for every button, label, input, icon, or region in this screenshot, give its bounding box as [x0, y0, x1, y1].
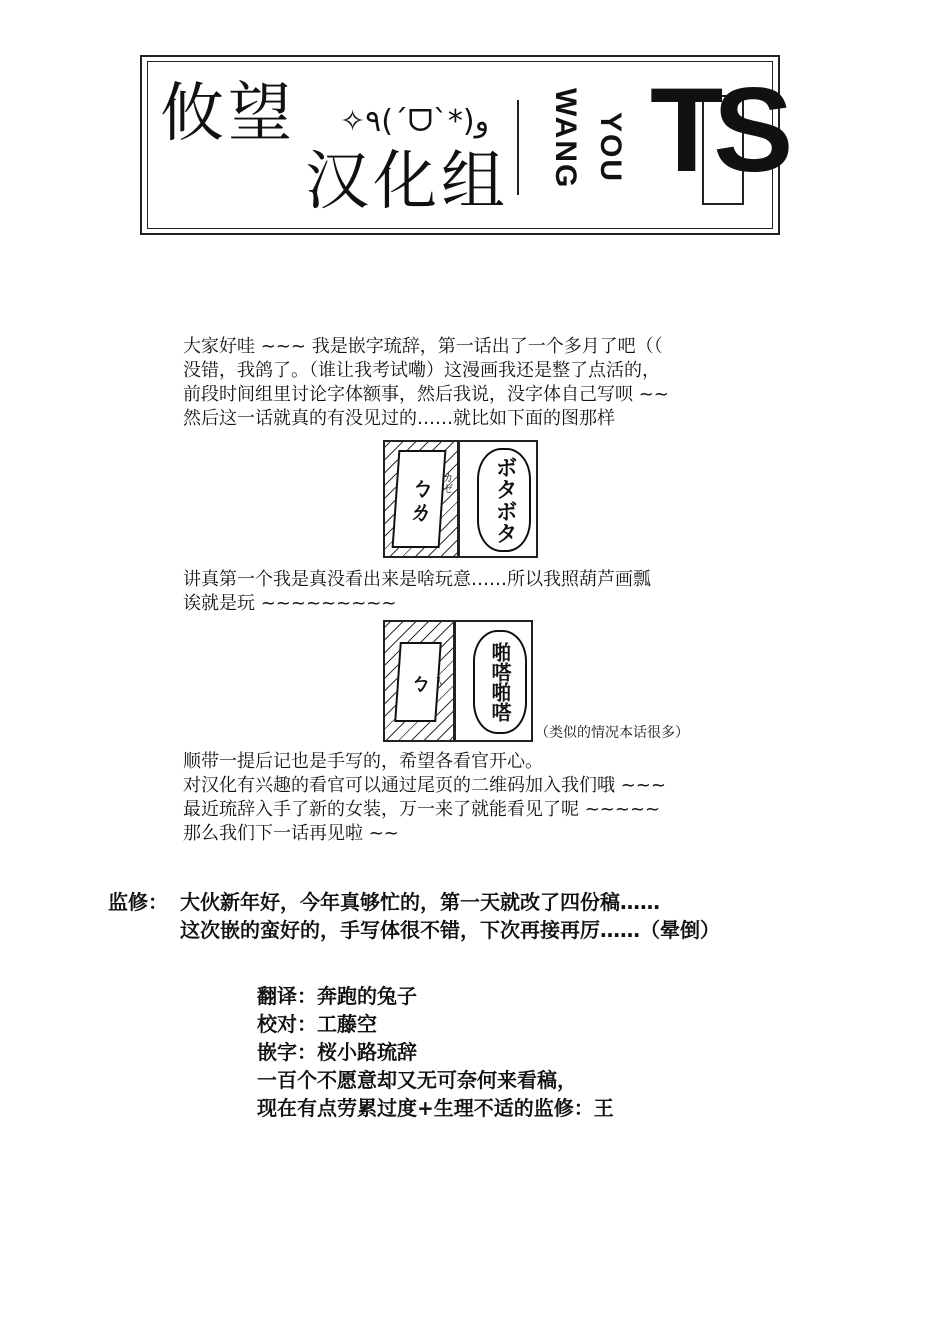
speech-bubble — [473, 630, 527, 734]
sfx-text: ㄅ — [405, 671, 432, 693]
sfx-text: ㄅㄌ — [403, 475, 435, 523]
outro-line: 最近琉辞入手了新的女装，万一来了就能看见了呢 ~~~~~ — [183, 799, 661, 820]
credit-proofreader: 校对：工藤空 — [257, 1012, 377, 1036]
supervisor-line: 这次嵌的蛮好的，手写体很不错，下次再接再厉……（晕倒） — [180, 918, 720, 942]
credit-supervisor: 现在有点劳累过度+生理不适的监修：王 — [257, 1096, 614, 1120]
panel-note: （类似的情况本话很多） — [535, 725, 689, 741]
intro-line: 然后这一话就真的有没见过的……就比如下面的图那样 — [183, 408, 615, 429]
sfx-box — [392, 450, 447, 548]
logo-wang: WANG — [549, 88, 582, 190]
speech-bubble — [477, 448, 531, 552]
supervisor-line: 大伙新年好，今年真够忙的，第一天就改了四份稿…… — [180, 890, 660, 914]
panel-gutter — [457, 442, 460, 558]
logo-emoticon: ✧٩(ˊᗜˋ*)و — [340, 104, 490, 139]
intro-block — [183, 335, 669, 431]
logo-title-line1: 攸望 — [160, 77, 296, 151]
middle-line: 诶就是玩 ~~~~~~~~~ — [183, 593, 397, 614]
logo-divider — [517, 100, 519, 195]
sfx-small-text: カゼ — [441, 472, 454, 494]
manga-panel-1 — [383, 440, 538, 558]
manga-panel-2 — [383, 620, 533, 742]
intro-line: 前段时间组里讨论字体额事，然后我说，没字体自己写呗 ~~ — [183, 384, 669, 405]
sfx-small-text: ㄟ — [433, 674, 444, 687]
outro-block — [183, 750, 666, 846]
bubble-text: ボタボタ — [492, 456, 518, 544]
middle-line: 讲真第一个我是真没看出来是啥玩意……所以我照葫芦画瓢 — [183, 569, 651, 590]
intro-line: 没错，我鸽了。（谁让我考试嘞）这漫画我还是整了点活的， — [183, 360, 660, 381]
credit-remark: 一百个不愿意却又无可奈何来看稿， — [257, 1068, 577, 1092]
panel-gutter — [453, 622, 456, 742]
outro-line: 顺带一提后记也是手写的，希望各看官开心。 — [183, 751, 543, 772]
credit-typesetter: 嵌字：桜小路琉辞 — [257, 1040, 417, 1064]
logo-ts: TS — [650, 63, 784, 197]
credits-block — [257, 982, 614, 1122]
outro-line: 对汉化有兴趣的看官可以通过尾页的二维码加入我们哦 ~~~ — [183, 775, 666, 796]
middle-block — [183, 568, 651, 616]
outro-line: 那么我们下一话再见啦 ~~ — [183, 823, 399, 844]
intro-line: 大家好哇 ~~~ 我是嵌字琉辞，第一话出了一个多月了吧（（ — [183, 336, 663, 357]
logo-you: YOU — [594, 112, 627, 184]
bubble-text: 啪嗒啪嗒 — [488, 642, 512, 722]
logo-title-line2: 汉化组 — [305, 145, 509, 219]
credit-translator: 翻译：奔跑的兔子 — [257, 984, 417, 1008]
supervisor-label: 监修： — [108, 890, 168, 914]
